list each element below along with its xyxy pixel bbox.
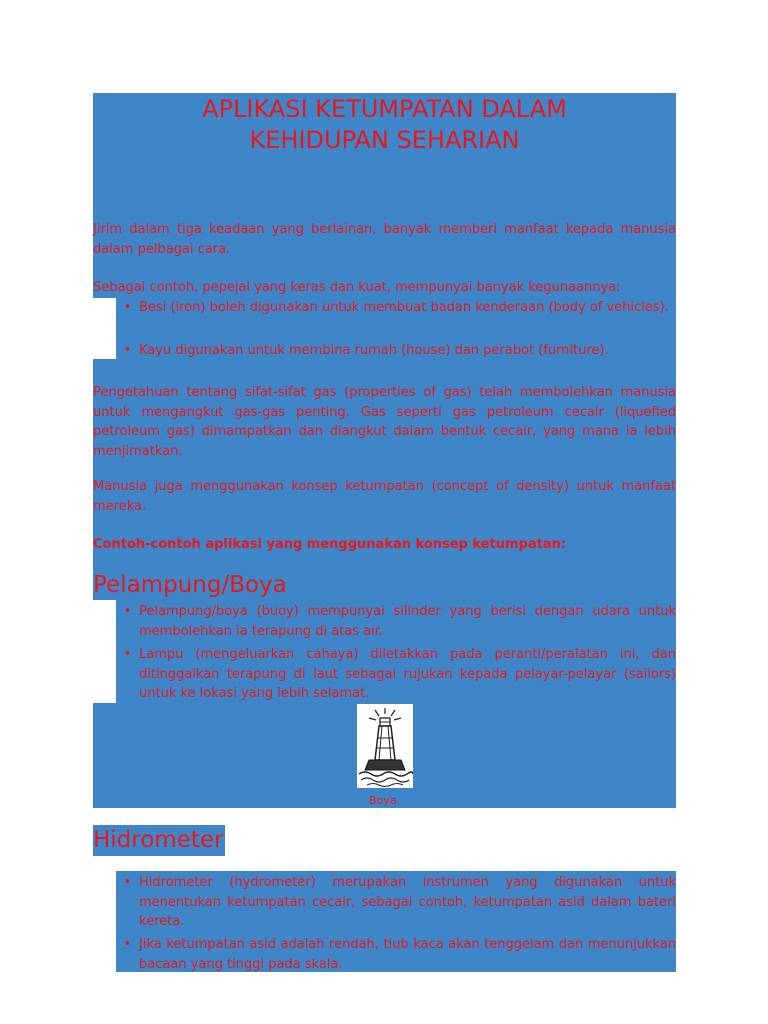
list-item-lamp: Lampu (mengeluarkan cahaya) diletakkan pada peranti/peralatan ini, dan ditinggalkan terapung di laut sebagai rujukan kepada pelayar-pelayar (sailors) untuk ke lokasi yang lebih selamat. (139, 647, 676, 701)
bullet-dot: • (123, 875, 132, 890)
hidrometer-heading: Hidrometer (93, 827, 224, 853)
bullet-dot: • (123, 647, 132, 662)
intro-paragraph-1: Jirim dalam tiga keadaan yang berlainan, banyak memberi manfaat kepada manusia dalam pelbagai cara. (93, 222, 676, 257)
density-paragraph: Manusia juga menggunakan konsep ketumpatan (concept of density) untuk manfaat mereka. (93, 479, 676, 514)
page-title (93, 94, 676, 156)
bullet-dot: • (123, 937, 132, 952)
gas-paragraph: Pengetahuan tentang sifat-sifat gas (properties of gas) telah membolehkan manusia untuk mengangkut gas-gas penting. Gas seperti gas petroleum cecair (liquefied petroleum gas) dimampatkan dan diangkut dalam bentuk cecair, yang mana ia lebih menjimatkan. (93, 385, 676, 459)
buoy-caption: Boya. (368, 794, 401, 807)
title-line-2: KEHIDUPAN SEHARIAN (249, 126, 520, 154)
buoy-icon (357, 704, 413, 788)
bullet-dot: • (123, 604, 132, 619)
bullet-dot: • (123, 300, 132, 315)
list-item-buoy: Pelampung/boya (buoy) mempunyai silinder yang berisi dengan udara untuk membolehkan ia terapung di atas air. (139, 604, 676, 639)
list-item-iron: Besi (iron) boleh digunakan untuk membuat badan kenderaan (body of vehicles). (139, 300, 669, 315)
examples-heading: Contoh-contoh aplikasi yang menggunakan konsep ketumpatan: (93, 537, 567, 552)
bullet-dot: • (123, 343, 132, 358)
list-item-acid: Jika ketumpatan asid adalah rendah, tiub kaca akan tenggelam dan menunjukkan bacaan yang tinggi pada skala. (139, 937, 676, 972)
list-item-hydrometer: Hidrometer (hydrometer) merupakan instrumen yang digunakan untuk menentukan ketumpatan cecair, sebagai contoh, ketumpatan asid dalam bateri kereta. (139, 875, 676, 929)
buoy-image (357, 704, 413, 788)
pelampung-heading: Pelampung/Boya (93, 572, 287, 598)
intro-paragraph-2: Sebagai contoh, pepejal yang keras dan kuat, mempunyai banyak kegunaannya: (93, 280, 621, 295)
list-item-wood: Kayu digunakan untuk membina rumah (house) dan perabot (furniture). (139, 343, 609, 358)
title-line-1: APLIKASI KETUMPATAN DALAM (202, 95, 567, 123)
